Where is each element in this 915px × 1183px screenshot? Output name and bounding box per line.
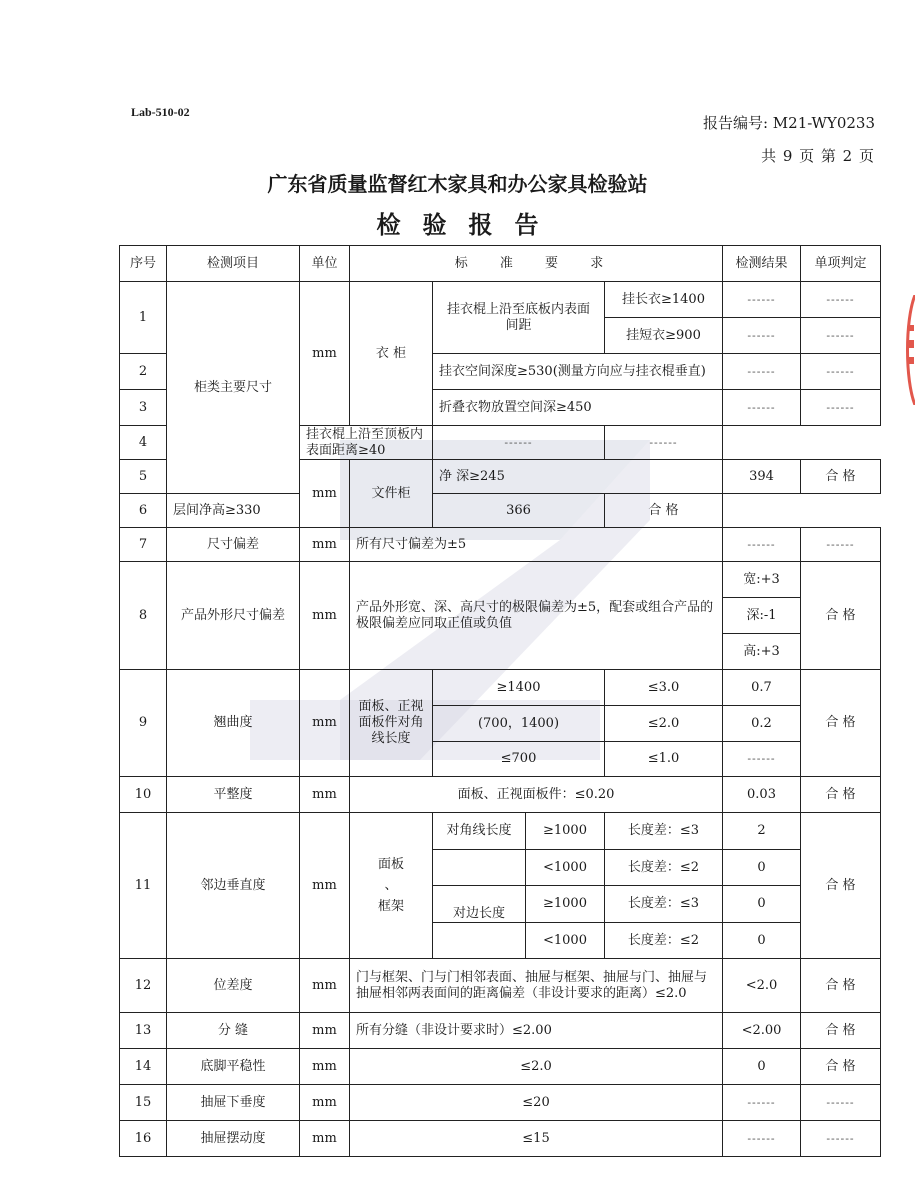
result: ------ [433,426,605,460]
diag-row [433,813,722,849]
limit: 长度差：≤2 [627,932,700,948]
verdict: ------ [801,1121,881,1157]
result-depth: 深:-1 [723,598,801,634]
row-no: 11 [120,813,167,959]
result: ------ [723,318,801,354]
diag-label: 对角线长度 [433,813,526,849]
result: ------ [723,528,801,562]
unit: mm [300,813,350,959]
inspection-table [119,245,881,1157]
verdict: ------ [801,282,881,318]
row-no: 1 [120,282,167,354]
sub-label: 面板、正视面板件对角线长度 [350,670,433,777]
verdict: ------ [801,390,881,426]
unit: mm [300,460,350,528]
unit: mm [300,670,350,777]
result: ------ [723,1085,801,1121]
row-no: 10 [120,777,167,813]
sub-label-sep: 、 [384,878,398,893]
table-row [120,282,881,318]
shelf-height-req: 层间净高≥330 [167,494,350,528]
item: 分 缝 [167,1013,300,1049]
verdict: 合 格 [605,494,723,528]
row-no: 5 [120,460,167,494]
result: 0 [723,850,801,886]
station-name: 广东省质量监督红木家具和办公家具检验站 [267,172,648,196]
row-no: 15 [120,1085,167,1121]
limit: ≤1.0 [605,742,723,777]
report-title: 检验报告 [376,211,561,239]
unit: mm [300,777,350,813]
table-row [120,813,881,850]
verdict: ------ [801,1085,881,1121]
result: 0.03 [723,777,801,813]
result: 0.7 [723,670,801,706]
col-no: 序号 [120,246,167,282]
red-seal-edge [903,295,915,405]
col-item: 检测项目 [167,246,300,282]
verdict: 合 格 [801,959,881,1013]
opp-label: 对边长度 [433,886,526,922]
fold-depth-req: 折叠衣物放置空间深≥450 [433,390,723,426]
table-row [120,1085,881,1121]
result: 0.2 [723,706,801,742]
verdict: ------ [801,318,881,354]
range: (700，1400) [433,706,605,742]
table-header-row [120,246,881,282]
range: <1000 [526,850,605,885]
row-no: 2 [120,354,167,390]
item: 邻边垂直度 [167,813,300,959]
verdict: 合 格 [801,562,881,670]
item: 产品外形尺寸偏差 [167,562,300,670]
requirement: ≤2.0 [350,1049,723,1085]
row-no: 9 [120,670,167,777]
result: 2 [723,813,801,850]
limit: 长度差：≤3 [627,823,700,838]
verdict: ------ [605,426,723,460]
col-verdict: 单项判定 [801,246,881,282]
table-row [120,1049,881,1085]
range: ≤700 [433,742,605,777]
wardrobe-label: 衣 柜 [350,282,433,426]
document-code: Lab-510-02 [131,105,190,119]
row-no: 4 [120,426,167,460]
item: 底脚平稳性 [167,1049,300,1085]
file-cabinet-label: 文件柜 [350,460,433,528]
row-no: 8 [120,562,167,670]
verdict: 合 格 [801,777,881,813]
item: 尺寸偏差 [167,528,300,562]
item: 位差度 [167,959,300,1013]
sub-label-panel: 面板 [377,857,404,872]
verdict: 合 格 [801,1049,881,1085]
verdict: 合 格 [801,670,881,777]
row-no: 7 [120,528,167,562]
unit: mm [300,528,350,562]
limit: 长度差：≤2 [627,859,700,875]
verdict: 合 格 [801,1013,881,1049]
long-coat-req: 挂长衣≥1400 [605,282,723,318]
table-row [120,494,881,528]
table-row [120,670,881,706]
result: 394 [723,460,801,494]
result: ------ [723,742,801,777]
row-no: 13 [120,1013,167,1049]
result-width: 宽:+3 [723,562,801,598]
requirement: ≤20 [350,1085,723,1121]
limit: ≤3.0 [605,670,723,706]
table-row [120,1121,881,1157]
rod-top-req: 挂衣棍上沿至顶板内表面距离≥40 [300,426,433,460]
result: 0 [723,886,801,923]
item: 翘曲度 [167,670,300,777]
row-no: 16 [120,1121,167,1157]
col-requirement: 标 准 要 求 [350,246,723,282]
short-coat-req: 挂短衣≥900 [605,318,723,354]
result: <2.00 [723,1013,801,1049]
table-row [120,1013,881,1049]
verdict: ------ [801,354,881,390]
requirement: 面板、正视面板件：≤0.20 [350,777,723,813]
requirement: ≤15 [350,1121,723,1157]
verdict: 合 格 [801,460,881,494]
requirement: 所有分缝（非设计要求时）≤2.00 [350,1013,723,1049]
item-cabinet-size: 柜类主要尺寸 [167,282,300,494]
table-row [120,959,881,1013]
col-unit: 单位 [300,246,350,282]
table-row [120,528,881,562]
row-no: 6 [120,494,167,528]
result: 0 [723,1049,801,1085]
limit: ≤2.0 [605,706,723,742]
item: 抽屉下垂度 [167,1085,300,1121]
table-row [120,777,881,813]
result: ------ [723,282,801,318]
sub-label [350,813,433,959]
unit: mm [300,1013,350,1049]
range: ≥1000 [526,886,605,922]
rod-label: 挂衣棍上沿至底板内表面间距 [433,282,605,354]
unit: mm [300,1049,350,1085]
verdict: 合 格 [801,813,881,959]
range: ≥1000 [526,813,605,849]
report-number: 报告编号: M21-WY0233 [702,114,875,132]
result: 366 [433,494,605,528]
item: 抽屉摆动度 [167,1121,300,1157]
net-depth-req: 净 深≥245 [433,460,723,494]
page-number: 共 9 页 第 2 页 [761,147,875,165]
row-no: 14 [120,1049,167,1085]
col-result: 检测结果 [723,246,801,282]
result: ------ [723,1121,801,1157]
limit: 长度差：≤3 [627,896,700,911]
verdict: ------ [801,528,881,562]
item: 平整度 [167,777,300,813]
requirement: 产品外形宽、深、高尺寸的极限偏差为±5，配套或组合产品的极限偏差应同取正值或负值 [350,562,723,670]
unit: mm [300,562,350,670]
unit: mm [300,1085,350,1121]
result-height: 高:+3 [723,634,801,670]
hang-depth-req: 挂衣空间深度≥530(测量方向应与挂衣棍垂直) [433,354,723,390]
unit: mm [300,282,350,426]
row-no: 3 [120,390,167,426]
result: ------ [723,390,801,426]
range: ≥1400 [433,670,605,706]
unit: mm [300,1121,350,1157]
sub-label-frame: 框架 [377,899,404,914]
table-row [120,562,881,598]
result: <2.0 [723,959,801,1013]
result: ------ [723,354,801,390]
requirement: 门与框架、门与门相邻表面、抽屉与框架、抽屉与门、抽屉与抽屉相邻两表面间的距离偏差（非设计要求的距离）≤2.0 [350,959,723,1013]
result: 0 [723,923,801,959]
row-no: 12 [120,959,167,1013]
unit: mm [300,959,350,1013]
requirement: 所有尺寸偏差为±5 [350,528,723,562]
range: <1000 [526,923,605,958]
